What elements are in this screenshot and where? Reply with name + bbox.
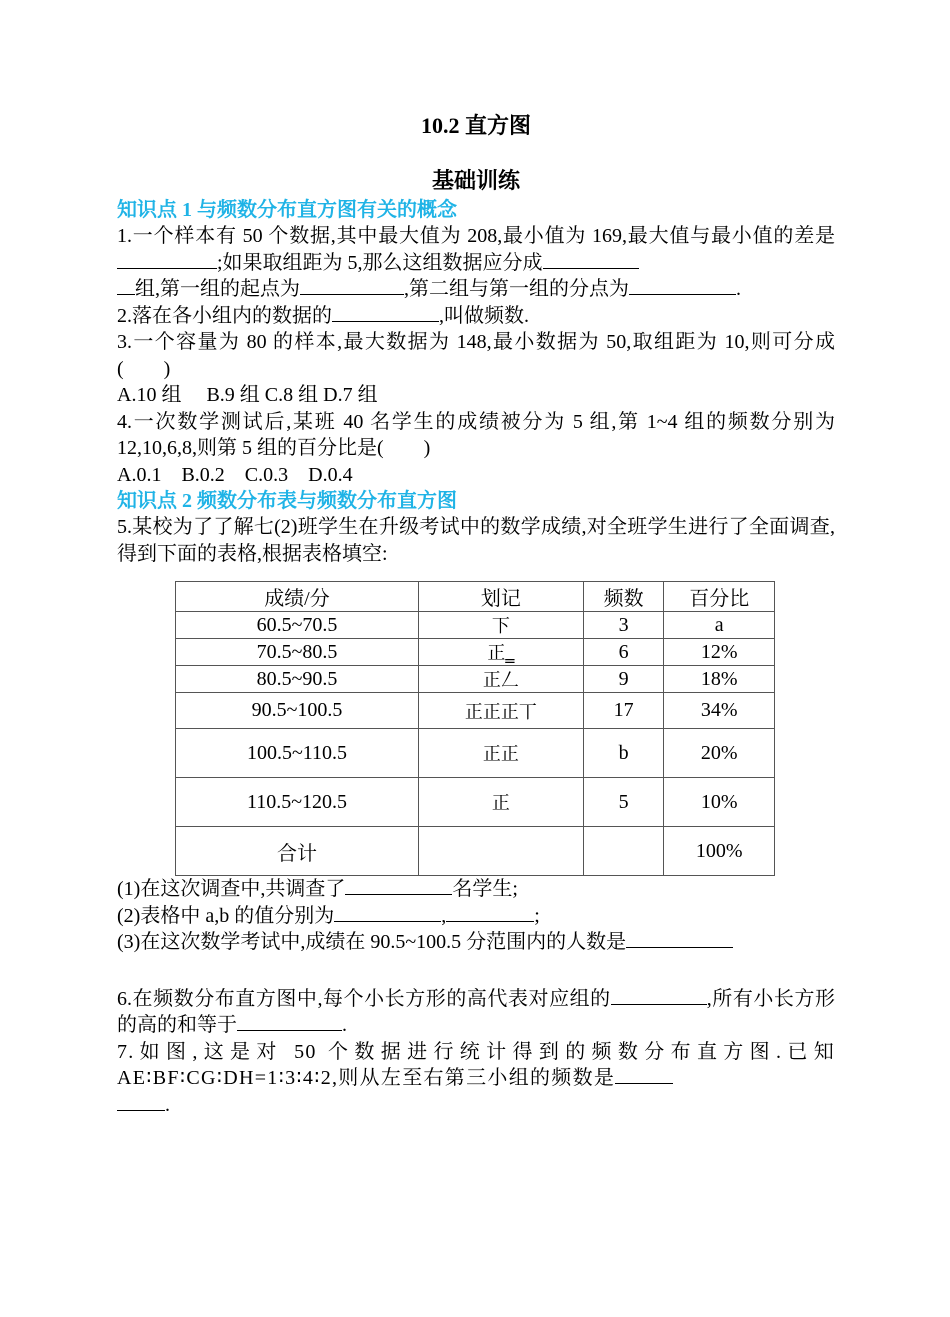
question-5-part-3 — [117, 929, 835, 956]
table-cell: 100.5~110.5 — [176, 729, 419, 778]
q7-text-b: . — [165, 1093, 172, 1116]
section-heading-2: 知识点 2 频数分布表与频数分布直方图 — [117, 490, 457, 512]
table-cell: 100% — [664, 827, 775, 876]
question-2 — [117, 303, 835, 330]
tally-cell: 正正 — [418, 729, 583, 778]
q7-text-a: 7.如图,这是对 50 个数据进行统计得到的频数分布直方图.已知AE∶BF∶CG∶DH=1∶3∶4∶2,则从左至右第三小组的频数是 — [117, 1040, 835, 1089]
table-cell — [418, 827, 583, 876]
table-cell — [583, 827, 664, 876]
tally-cell: 正𠃋 — [418, 666, 583, 693]
table-cell: 34% — [664, 693, 775, 729]
question-5-part-2 — [117, 903, 835, 930]
table-cell: 6 — [583, 639, 664, 666]
table-row — [176, 729, 775, 778]
table-row — [176, 666, 775, 693]
table-cell: 110.5~120.5 — [176, 778, 419, 827]
page-title: 10.2 直方图 — [420, 113, 531, 138]
q1-text-e: . — [736, 278, 741, 300]
question-3-options: A.10 组 B.9 组 C.8 组 D.7 组 — [117, 384, 378, 406]
table-cell: 3 — [583, 612, 664, 639]
q5-sub2-blank-b[interactable] — [446, 903, 534, 922]
table-header-cell: 百分比 — [664, 582, 775, 612]
table-cell: 合计 — [176, 827, 419, 876]
q2-text-b: ,叫做频数. — [439, 304, 529, 327]
table-row — [176, 639, 775, 666]
q1-text-c: 组,第一组的起点为 — [135, 278, 300, 300]
q1-blank-2[interactable] — [543, 250, 639, 269]
q6-blank-1[interactable] — [611, 986, 707, 1005]
table-total-row — [176, 827, 775, 876]
q1-blank-4[interactable] — [629, 276, 736, 295]
q5-sub1-text-b: 名学生; — [452, 878, 518, 900]
table-row — [176, 693, 775, 729]
table-cell: 18% — [664, 666, 775, 693]
q5-sub1-blank[interactable] — [345, 876, 452, 895]
tally-cell: 正正正丅 — [418, 693, 583, 729]
q6-blank-2[interactable] — [237, 1012, 342, 1031]
table-header-cell: 频数 — [583, 582, 664, 612]
q1-text-b: ;如果取组距为 5,那么这组数据应分成 — [217, 251, 543, 274]
q5-sub3-text-a: (3)在这次数学考试中,成绩在 90.5~100.5 分范围内的人数是 — [117, 931, 627, 953]
q5-sub2-text-b: , — [441, 904, 447, 927]
table-cell: 9 — [583, 666, 664, 693]
q6-text-c: . — [342, 1014, 347, 1036]
table-cell: 5 — [583, 778, 664, 827]
table-cell: 60.5~70.5 — [176, 612, 419, 639]
q6-text-b: ,所有小长方形的高的和等于 — [117, 987, 836, 1036]
question-4-options: A.0.1 B.0.2 C.0.3 D.0.4 — [117, 463, 353, 486]
table-header-cell: 划记 — [418, 582, 583, 612]
table-header-cell: 成绩/分 — [176, 582, 419, 612]
table-cell: 70.5~80.5 — [176, 639, 419, 666]
q1-blank-2-cont — [117, 276, 135, 295]
frequency-table — [175, 581, 775, 876]
tally-cell: 正 — [418, 778, 583, 827]
tally-cell: 正‗ — [418, 639, 583, 666]
question-3: 3.一个容量为 80 的样本,最大数据为 148,最小数据为 50,取组距为 10,则可分成( ) — [117, 331, 835, 380]
q5-sub2-blank-a[interactable] — [334, 903, 441, 922]
table-row — [176, 778, 775, 827]
question-5: 5.某校为了了解七(2)班学生在升级考试中的数学成绩,对全班学生进行了全面调查,得到下面的表格,根据表格填空: — [117, 516, 835, 565]
table-cell: b — [583, 729, 664, 778]
q1-blank-1[interactable] — [117, 250, 217, 269]
q5-sub3-blank[interactable] — [626, 929, 733, 948]
table-cell: 20% — [664, 729, 775, 778]
q2-text-a: 2.落在各小组内的数据的 — [117, 304, 332, 327]
q5-sub2-text-c: ; — [534, 904, 540, 927]
section-heading-1: 知识点 1 与频数分布直方图有关的概念 — [117, 199, 457, 221]
table-cell: 90.5~100.5 — [176, 693, 419, 729]
table-cell: 12% — [664, 639, 775, 666]
question-5-part-1 — [117, 876, 835, 903]
table-row — [176, 612, 775, 639]
q1-text-d: ,第二组与第一组的分点为 — [404, 278, 629, 300]
q7-blank[interactable] — [615, 1065, 673, 1084]
table-header-row — [176, 582, 775, 612]
table-cell: a — [664, 612, 775, 639]
q7-blank-cont — [117, 1092, 165, 1111]
table-cell: 80.5~90.5 — [176, 666, 419, 693]
q6-text-a: 6.在频数分布直方图中,每个小长方形的高代表对应组的 — [117, 987, 611, 1010]
question-4: 4.一次数学测试后,某班 40 名学生的成绩被分为 5 组,第 1~4 组的频数分别为 12,10,6,8,则第 5 组的百分比是( ) — [117, 410, 835, 459]
tally-cell: 下 — [418, 612, 583, 639]
question-6 — [117, 986, 835, 1039]
question-7 — [117, 1039, 835, 1119]
q1-blank-3[interactable] — [300, 276, 404, 295]
spacer — [117, 956, 835, 986]
question-1 — [117, 223, 835, 303]
q1-text-a: 1.一个样本有 50 个数据,其中最大值为 208,最小值为 169,最大值与最小值的差是 — [117, 225, 835, 247]
page-subtitle: 基础训练 — [431, 168, 520, 193]
document-page — [117, 110, 835, 1118]
q2-blank[interactable] — [332, 303, 439, 322]
q5-sub1-text-a: (1)在这次调查中,共调查了 — [117, 878, 346, 900]
table-cell: 17 — [583, 693, 664, 729]
table-cell: 10% — [664, 778, 775, 827]
q5-sub2-text-a: (2)表格中 a,b 的值分别为 — [117, 904, 335, 927]
